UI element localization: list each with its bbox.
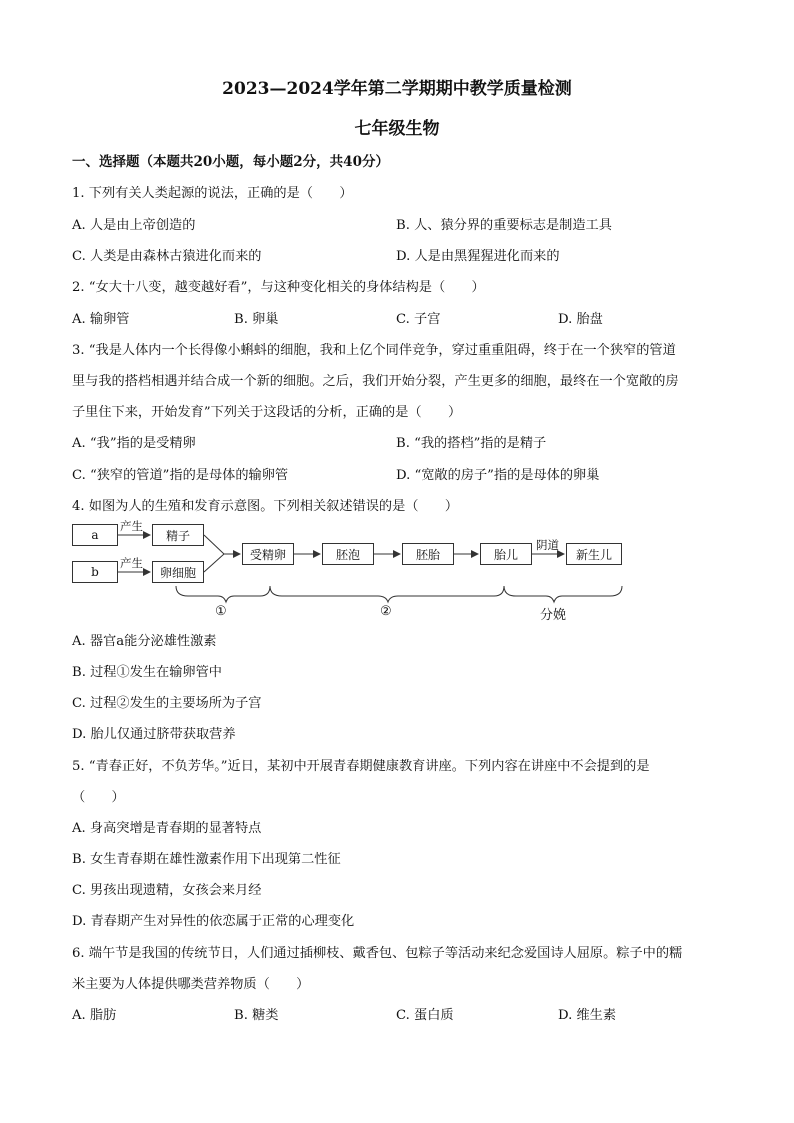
question-1-option-d: D. 人是由黑猩猩进化而来的 [396,249,560,264]
exam-subtitle: 七年级生物 [354,119,440,139]
question-4-stem: 4. 如图为人的生殖和发育示意图。下列相关叙述错误的是（ ） [72,499,459,514]
newborn-box: 新生儿 [566,543,622,565]
produce-label-2: 产生 [120,556,143,570]
question-4-option-a: A. 器官a能分泌雄性激素 [72,634,217,649]
zygote-box: 受精卵 [242,543,294,565]
question-1-option-a: A. 人是由上帝创造的 [72,218,196,233]
question-5-option-d: D. 青春期产生对异性的依恋属于正常的心理变化 [72,914,355,929]
question-3-line-3: 子里住下来，开始发育”下列关于这段话的分析，正确的是（ ） [72,405,462,420]
question-2-option-a: A. 输卵管 [72,312,130,327]
question-6-line-2: 米主要为人体提供哪类营养物质（ ） [72,977,310,992]
organ-b-box: b [72,561,118,583]
egg-box: 卵细胞 [152,561,204,583]
question-5-option-c: C. 男孩出现遗精，女孩会来月经 [72,883,262,898]
question-1-stem: 1. 下列有关人类起源的说法，正确的是（ ） [72,186,353,201]
question-4-option-d: D. 胎儿仅通过脐带获取营养 [72,727,236,742]
question-6-option-d: D. 维生素 [558,1008,617,1023]
sperm-box: 精子 [152,524,204,546]
vagina-label: 阴道 [536,538,559,552]
question-1-option-c: C. 人类是由森林古猿进化而来的 [72,249,262,264]
question-6-line-1: 6. 端午节是我国的传统节日，人们通过插柳枝、戴香包、包粽子等活动来纪念爱国诗人屈原。粽子中的糯 [72,946,683,961]
question-2-stem: 2. “女大十八变，越变越好看”，与这种变化相关的身体结构是（ ） [72,280,485,295]
question-3-option-a: A. “我”指的是受精卵 [72,436,196,451]
section-heading: 一、选择题（本题共20小题，每小题2分，共40分） [72,154,389,170]
question-3-option-c: C. “狭窄的管道”指的是母体的输卵管 [72,468,289,483]
blastocyst-box: 胚泡 [322,543,374,565]
question-5-option-a: A. 身高突增是青春期的显著特点 [72,821,262,836]
organ-a-box: a [72,524,118,546]
embryo-box: 胚胎 [402,543,454,565]
question-3-option-d: D. “宽敞的房子”指的是母体的卵巢 [396,468,600,483]
question-6-option-a: A. 脂肪 [72,1008,117,1023]
delivery-label: 分娩 [540,608,567,623]
exam-title: 2023—2024学年第二学期期中教学质量检测 [222,79,572,99]
question-3-line-1: 3. “我是人体内一个长得像小蝌蚪的细胞，我和上亿个同伴竞争，穿过重重阻碍，终于在一个狭窄的管道 [72,343,676,358]
question-3-line-2: 里与我的搭档相遇并结合成一个新的细胞。之后，我们开始分裂，产生更多的细胞，最终在一个宽敞的房 [72,374,679,389]
question-2-option-d: D. 胎盘 [558,312,603,327]
reproduction-diagram [70,518,640,626]
produce-label-1: 产生 [120,519,143,533]
question-6-option-c: C. 蛋白质 [396,1008,454,1023]
question-5-line-2: （ ） [72,790,125,805]
fetus-box: 胎儿 [480,543,532,565]
question-3-option-b: B. “我的搭档”指的是精子 [396,436,547,451]
question-2-option-b: B. 卵巢 [234,312,279,327]
question-2-option-c: C. 子宫 [396,312,441,327]
step-1-label: ① [215,604,227,619]
question-5-option-b: B. 女生青春期在雄性激素作用下出现第二性征 [72,852,341,867]
step-2-label: ② [380,604,392,619]
question-1-option-b: B. 人、猿分界的重要标志是制造工具 [396,218,612,233]
question-6-option-b: B. 糖类 [234,1008,279,1023]
question-4-option-b: B. 过程①发生在输卵管中 [72,665,222,680]
question-4-option-c: C. 过程②发生的主要场所为子宫 [72,696,262,711]
question-5-line-1: 5. “青春正好，不负芳华。”近日，某初中开展青春期健康教育讲座。下列内容在讲座中不会提到的是 [72,759,650,774]
